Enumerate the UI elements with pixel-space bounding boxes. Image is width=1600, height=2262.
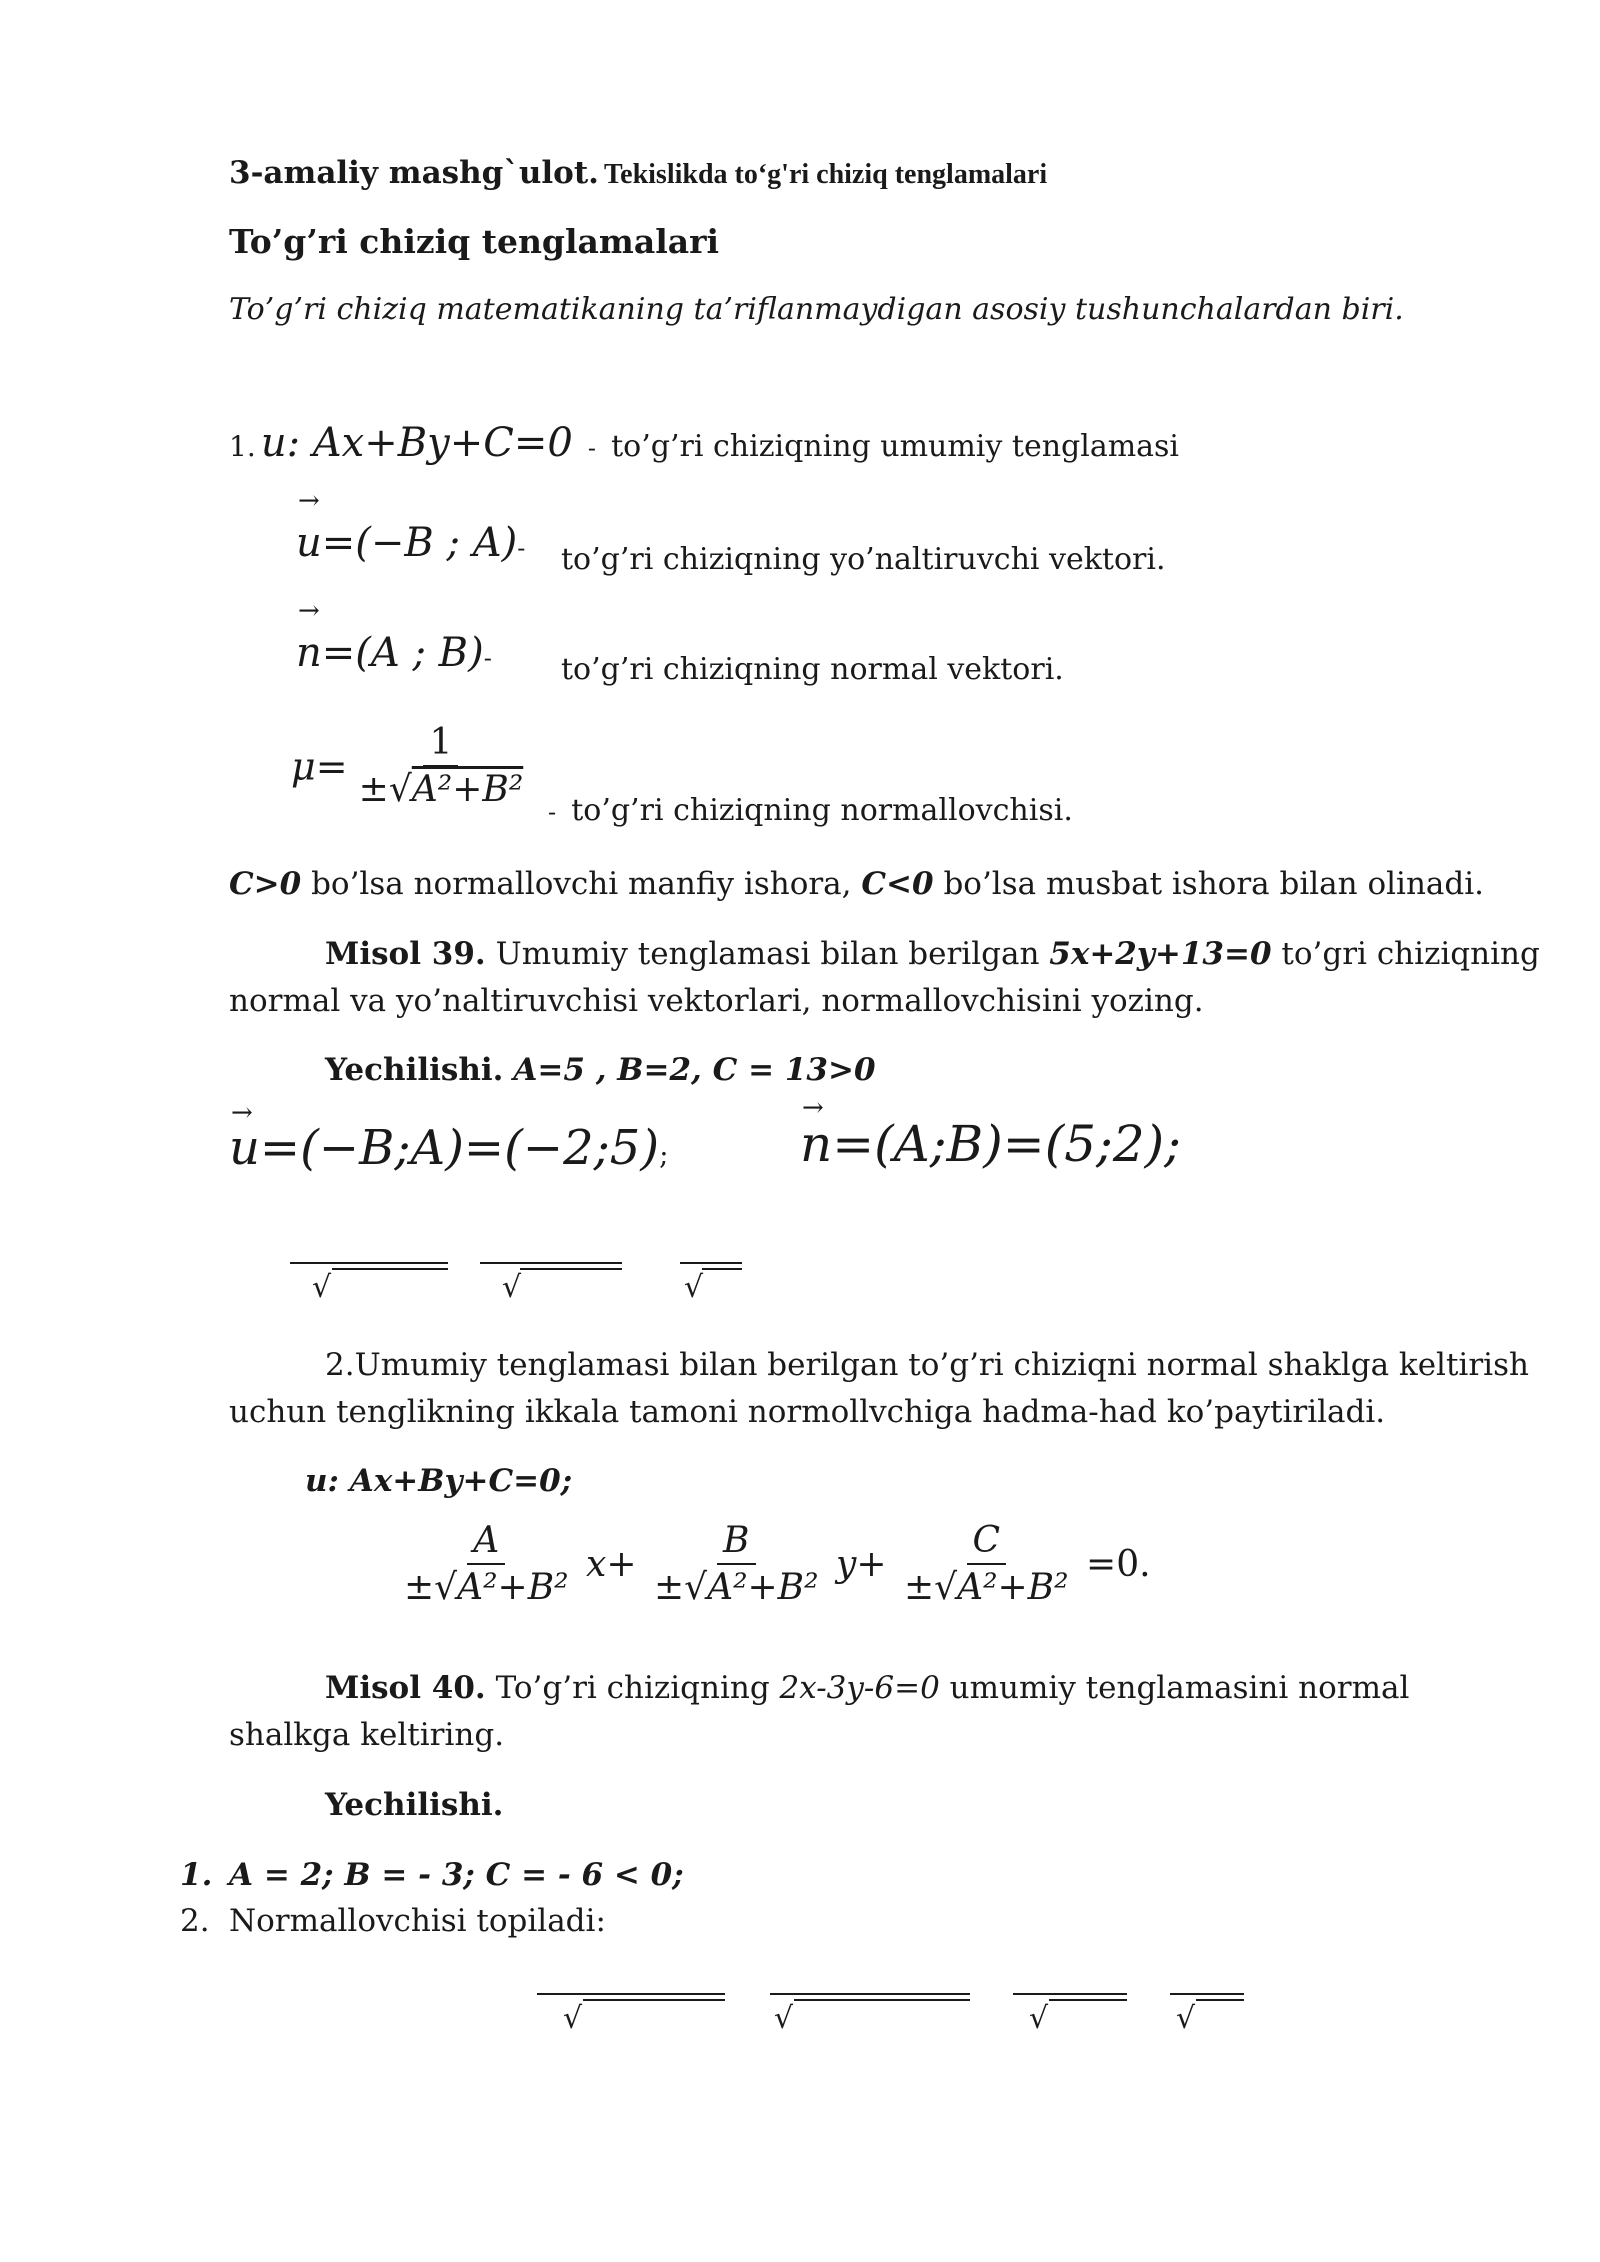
example-40-line1 bbox=[325, 1665, 1409, 1711]
radical-placeholder bbox=[480, 1262, 622, 1305]
practice-topic: Tekislikda to‘g'ri chiziq tenglamalari bbox=[604, 159, 1048, 190]
y-term: y+ bbox=[836, 1543, 887, 1585]
fraction-numerator: 1 bbox=[423, 722, 458, 767]
radical-icon: √ bbox=[774, 2001, 794, 2036]
example-39-title: Misol 39. bbox=[325, 936, 486, 972]
radical-icon: √ bbox=[684, 1270, 704, 1305]
c-negative: C<0 bbox=[861, 866, 934, 902]
solution-title: Yechilishi. bbox=[325, 1052, 504, 1088]
normalizer-fraction bbox=[353, 722, 530, 811]
step-text: Normallovchisi topiladi: bbox=[229, 1903, 606, 1939]
normal-vector-value: =(A ; B) bbox=[321, 630, 484, 676]
example-40-equation: 2x-3y-6=0 bbox=[779, 1670, 940, 1706]
solution-40-title: Yechilishi. bbox=[325, 1787, 504, 1823]
vector-symbol: u bbox=[296, 520, 322, 566]
fraction-b bbox=[648, 1520, 825, 1609]
x-term: x+ bbox=[586, 1543, 637, 1585]
fraction-a bbox=[398, 1520, 575, 1609]
example-39-text: to’gri chiziqning bbox=[1271, 936, 1540, 972]
step-number: 1. bbox=[180, 1857, 213, 1893]
practice-header bbox=[229, 155, 1047, 191]
solution-39-header bbox=[325, 1047, 876, 1093]
radical-icon: √ bbox=[563, 2001, 583, 2036]
normalizer-row bbox=[291, 722, 529, 811]
example-40-text: umumiy tenglamasini normal bbox=[939, 1670, 1410, 1706]
c-positive: C>0 bbox=[229, 866, 302, 902]
dash: - bbox=[483, 644, 492, 672]
example-40-text: To’g’ri chiziqning bbox=[485, 1670, 780, 1706]
semicolon: ; bbox=[659, 1138, 669, 1171]
sign-rule-end: bo’lsa musbat ishora bilan olinadi. bbox=[933, 866, 1485, 902]
radical-icon: √ bbox=[312, 1270, 332, 1305]
practice-number: 3-amaliy mashg`ulot. bbox=[229, 155, 599, 191]
u-vector bbox=[229, 1098, 260, 1176]
radical-placeholder bbox=[1013, 1993, 1127, 2036]
vector-arrow-icon: → bbox=[298, 486, 320, 516]
vector-arrow-icon: → bbox=[802, 1093, 824, 1123]
solution-39-n-vector bbox=[800, 1093, 1182, 1173]
step-number: 2. bbox=[180, 1903, 210, 1939]
fraction-numerator: B bbox=[717, 1520, 755, 1565]
radical-placeholder bbox=[537, 1993, 725, 2036]
fraction-denominator: ±√A²+B² bbox=[903, 1567, 1069, 1609]
direction-vector-row bbox=[296, 486, 526, 566]
radical-icon: √ bbox=[502, 1270, 522, 1305]
fraction-c bbox=[898, 1520, 1075, 1609]
normal-vector-desc: to’g’ri chiziqning normal vektori. bbox=[561, 652, 1064, 687]
vector-symbol: u bbox=[229, 1120, 260, 1176]
normal-form-equation bbox=[398, 1520, 1151, 1609]
general-equation-desc: to’g’ri chiziqning umumiy tenglamasi bbox=[611, 429, 1180, 464]
u-vector-value: =(−B;A)=(−2;5) bbox=[259, 1120, 660, 1176]
direction-vector bbox=[296, 486, 322, 566]
n-vector bbox=[800, 1093, 833, 1173]
section-title: To’g’ri chiziq tenglamalari bbox=[229, 222, 720, 261]
radicand: A²+B² bbox=[411, 769, 524, 811]
general-equation-row bbox=[229, 420, 1179, 466]
fraction-denominator: ±√A²+B² bbox=[653, 1567, 819, 1609]
solution-40-step-1 bbox=[180, 1852, 684, 1898]
normal-vector bbox=[296, 596, 322, 676]
n-vector-value: =(A;B)=(5;2); bbox=[832, 1115, 1182, 1173]
radical-placeholder bbox=[290, 1262, 448, 1305]
solution-40-step-2 bbox=[180, 1898, 606, 1944]
item-2-line1: 2.Umumiy tenglamasi bilan berilgan to’g’ri chiziqni normal shaklga keltirish bbox=[325, 1347, 1529, 1383]
item-number: 1. bbox=[229, 430, 256, 463]
radical-icon: √ bbox=[388, 769, 412, 811]
vector-symbol: n bbox=[800, 1115, 833, 1173]
sign-rule-mid: bo’lsa normallovchi manfiy ishora, bbox=[301, 866, 862, 902]
fraction-numerator: A bbox=[467, 1520, 505, 1565]
mu-symbol: μ= bbox=[291, 744, 348, 789]
general-equation-2: u: Ax+By+C=0; bbox=[305, 1463, 573, 1499]
sign-rule bbox=[229, 861, 1484, 907]
dash: - bbox=[548, 798, 557, 826]
solution-39-values: A=5 , B=2, C = 13>0 bbox=[513, 1052, 876, 1088]
item-2-line2: uchun tenglikning ikkala tamoni normollvchiga hadma-had ko’paytiriladi. bbox=[229, 1394, 1386, 1430]
radical-icon: √ bbox=[1176, 2001, 1196, 2036]
direction-vector-desc: to’g’ri chiziqning yo’naltiruvchi vektori. bbox=[561, 542, 1166, 577]
example-39-text: Umumiy tenglamasi bilan berilgan bbox=[485, 936, 1050, 972]
normalizer-desc: to’g’ri chiziqning normallovchisi. bbox=[571, 793, 1073, 828]
fraction-denominator bbox=[353, 767, 530, 810]
dash: - bbox=[587, 434, 597, 462]
vector-arrow-icon: → bbox=[298, 596, 320, 626]
normalizer-desc-row bbox=[548, 793, 1073, 828]
general-equation: u: Ax+By+C=0 bbox=[260, 420, 573, 466]
radical-placeholder bbox=[770, 1993, 970, 2036]
dash: - bbox=[517, 534, 526, 562]
example-39-equation: 5x+2y+13=0 bbox=[1049, 936, 1272, 972]
fraction-numerator: C bbox=[967, 1520, 1007, 1565]
intro-text: To’g’ri chiziq matematikaning ta’riflanmaydigan asosiy tushunchalardan biri. bbox=[229, 292, 1404, 327]
step-text: A = 2; B = - 3; C = - 6 < 0; bbox=[229, 1857, 684, 1893]
radical-placeholder bbox=[680, 1262, 742, 1305]
radical-icon: √ bbox=[1029, 2001, 1049, 2036]
equals-zero: =0. bbox=[1086, 1543, 1151, 1585]
example-40-line2: shalkga keltiring. bbox=[229, 1717, 505, 1753]
vector-symbol: n bbox=[296, 630, 322, 676]
example-40-title: Misol 40. bbox=[325, 1670, 486, 1706]
radical-placeholder bbox=[1170, 1993, 1244, 2036]
example-39-line1 bbox=[325, 931, 1540, 977]
vector-arrow-icon: → bbox=[231, 1098, 253, 1128]
plus-minus: ± bbox=[358, 769, 389, 811]
fraction-denominator: ±√A²+B² bbox=[404, 1567, 569, 1609]
solution-39-u-vector bbox=[229, 1098, 669, 1176]
normal-vector-row bbox=[296, 596, 492, 676]
direction-vector-value: =(−B ; A) bbox=[321, 520, 518, 566]
example-39-line2: normal va yo’naltiruvchisi vektorlari, normallovchisini yozing. bbox=[229, 983, 1204, 1019]
